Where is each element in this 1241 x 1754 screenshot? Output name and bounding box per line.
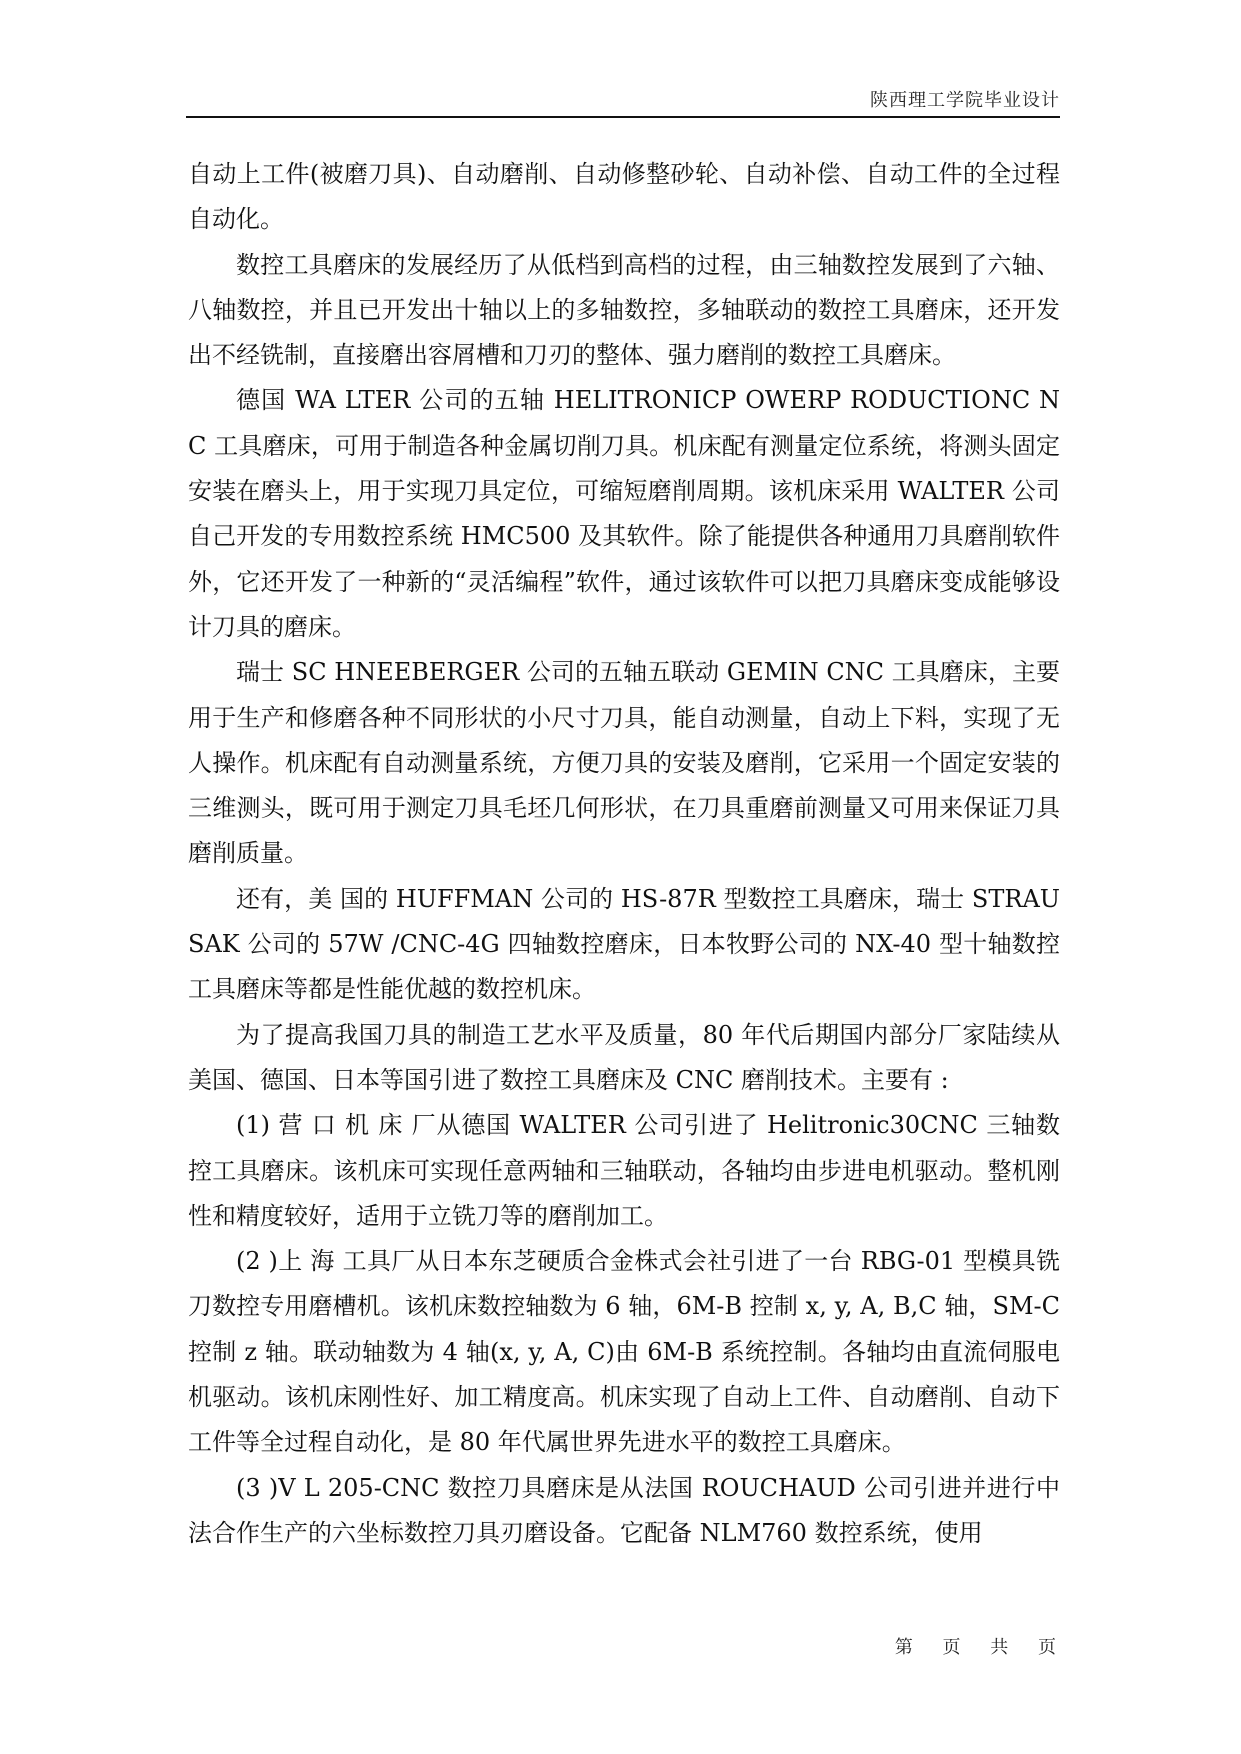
paragraph-5: 还有，美 国的 HUFFMAN 公司的 HS-87R 型数控工具磨床，瑞士 STRAUSAK 公司的 57W /CNC-4G 四轴数控磨床，日本牧野公司的 NX-40 型十轴数控工具磨床等都是性能优越的数控机床。	[188, 884, 1060, 1004]
paragraph-6: 为了提高我国刀具的制造工艺水平及质量，80 年代后期国内部分厂家陆续从 美国、德国、日本等国引进了数控工具磨床及 CNC 磨削技术。主要有 :	[188, 1020, 1060, 1094]
paragraph-8: (2 )上 海 工具厂从日本东芝硬质合金株式会社引进了一台 RBG-01 型模具铣刀数控专用磨槽机。该机床数控轴数为 6 轴，6M-B 控制 x, y, A, B,C 轴，SM-C 控制 z 轴。联动轴数为 4 轴(x, y, A, C)由 6M-B 系统控制。各轴均由直流伺服电机驱动。该机床刚性好、加工精度高。机床实现了自动上工件、自动磨削、自动下工件等全过程自动化，是 80 年代属世界先进水平的数控工具磨床。	[188, 1247, 1060, 1457]
header-divider	[186, 116, 1060, 118]
paragraph-9: (3 )V L 205-CNC 数控刀具磨床是从法国 ROUCHAUD 公司引进并进行中法合作生产的六坐标数控刀具刃磨设备。它配备 NLM760 数控系统，使用	[188, 1473, 1060, 1547]
page-footer: 第 页 共 页	[894, 1637, 1056, 1658]
document-body	[188, 152, 1060, 1556]
paragraph-4: 瑞士 SC HNEEBERGER 公司的五轴五联动 GEMIN CNC 工具磨床，主要用于生产和修磨各种不同形状的小尺寸刀具，能自动测量，自动上下料，实现了无人操作。机床配有自动测量系统，方便刀具的安装及磨削，它采用一个固定安装的三维测头，既可用于测定刀具毛坯几何形状，在刀具重磨前测量又可用来保证刀具磨削质量。	[188, 658, 1060, 868]
paragraph-1: 自动上工件(被磨刀具)、自动磨削、自动修整砂轮、自动补偿、自动工件的全过程自动化。	[188, 160, 1060, 234]
paragraph-2: 数控工具磨床的发展经历了从低档到高档的过程，由三轴数控发展到了六轴、八轴数控，并且已开发出十轴以上的多轴数控，多轴联动的数控工具磨床，还开发出不经铣制，直接磨出容屑槽和刀刃的整体、强力磨削的数控工具磨床。	[188, 250, 1060, 370]
page-header: 陕西理工学院毕业设计	[870, 90, 1060, 111]
paragraph-7: (1) 营 口 机 床 厂从德国 WALTER 公司引进了 Helitronic30CNC 三轴数控工具磨床。该机床可实现任意两轴和三轴联动，各轴均由步进电机驱动。整机刚性和精度较好，适用于立铣刀等的磨削加工。	[188, 1111, 1060, 1230]
paragraph-3: 德国 WA LTER 公司的五轴 HELITRONICP OWERP RODUCTIONC NC 工具磨床，可用于制造各种金属切削刀具。机床配有测量定位系统，将测头固定安装在磨头上，用于实现刀具定位，可缩短磨削周期。该机床采用 WALTER 公司自己开发的专用数控系统 HMC500 及其软件。除了能提供各种通用刀具磨削软件外，它还开发了一种新的“灵活编程”软件，通过该软件可以把刀具磨床变成能够设计刀具的磨床。	[188, 386, 1060, 641]
